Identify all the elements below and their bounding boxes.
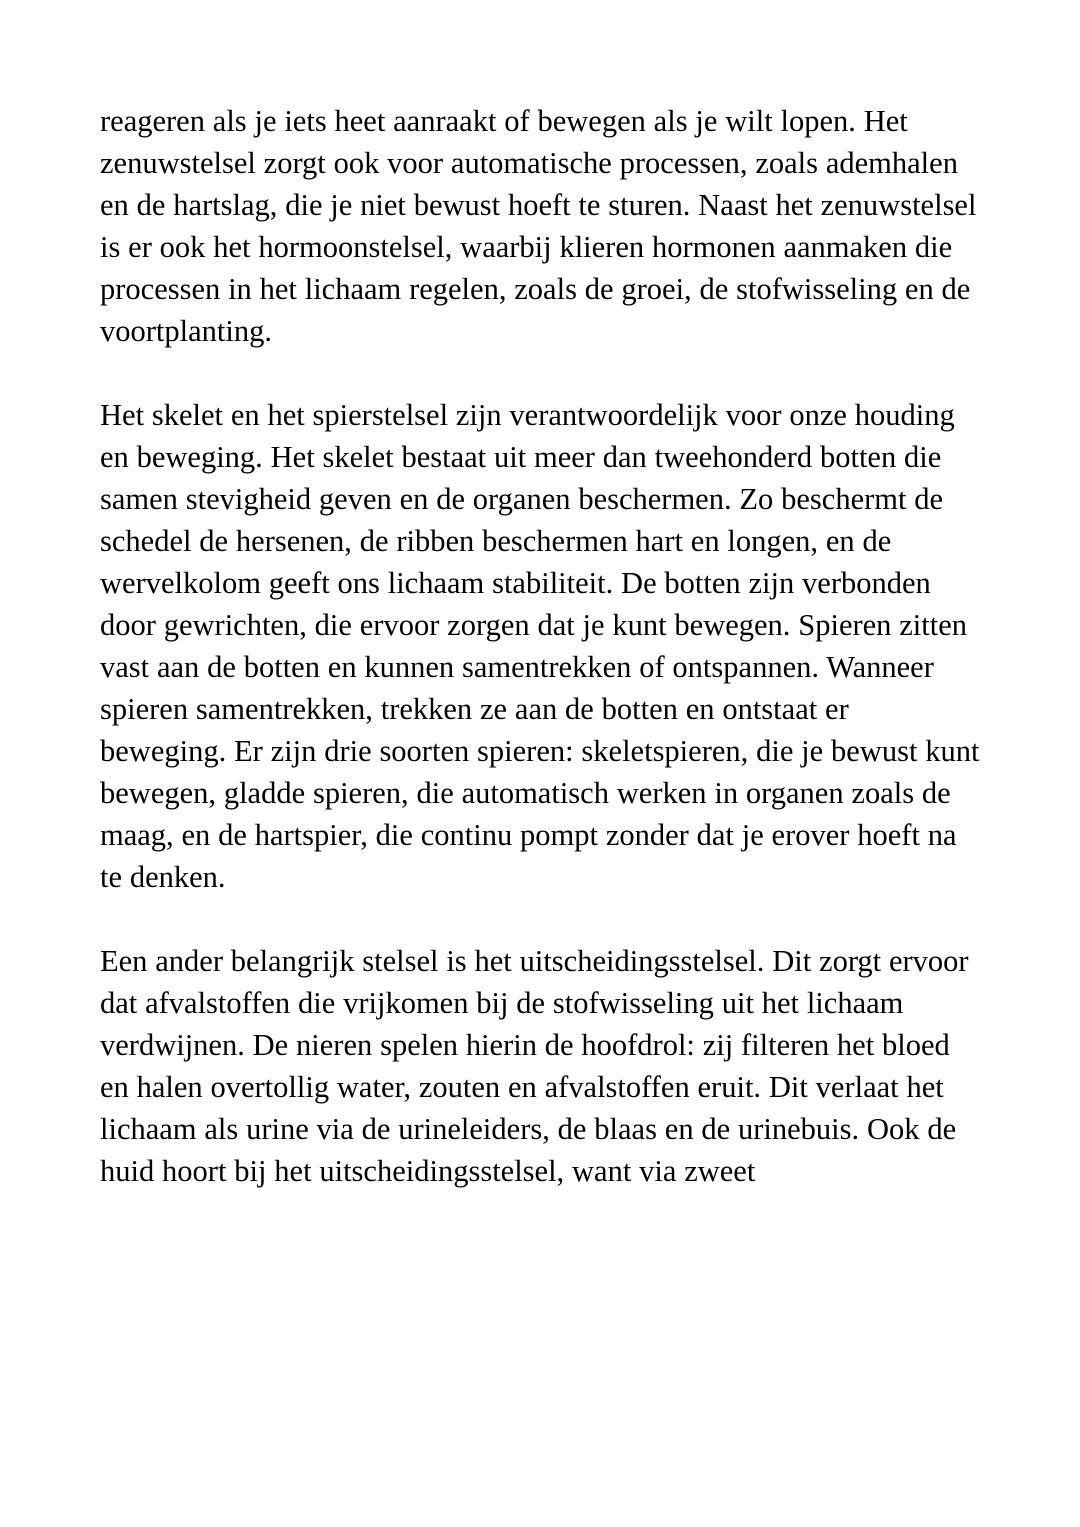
document-text-body xyxy=(100,100,980,1192)
paragraph-skeleton-muscles: Het skelet en het spierstelsel zijn verantwoordelijk voor onze houding en beweging. Het skelet bestaat uit meer dan tweehonderd botten die samen stevigheid geven en de organen beschermen. Zo beschermt de schedel de hersenen, de ribben beschermen hart en longen, en de wervelkolom geeft ons lichaam stabiliteit. De botten zijn verbonden door gewrichten, die ervoor zorgen dat je kunt bewegen. Spieren zitten vast aan de botten en kunnen samentrekken of ontspannen. Wanneer spieren samentrekken, trekken ze aan de botten en ontstaat er beweging. Er zijn drie soorten spieren: skeletspieren, die je bewust kunt bewegen, gladde spieren, die automatisch werken in organen zoals de maag, en de hartspier, die continu pompt zonder dat je erover hoeft na te denken. xyxy=(100,398,980,894)
paragraph-excretory-system: Een ander belangrijk stelsel is het uitscheidingsstelsel. Dit zorgt ervoor dat afvalstoffen die vrijkomen bij de stofwisseling uit het lichaam verdwijnen. De nieren spelen hierin de hoofdrol: zij filteren het bloed en halen overtollig water, zouten en afvalstoffen eruit. Dit verlaat het lichaam als urine via de urineleiders, de blaas en de urinebuis. Ook de huid hoort bij het uitscheidingsstelsel, want via zweet xyxy=(100,944,969,1188)
paragraph-nervous-hormone-system: reageren als je iets heet aanraakt of bewegen als je wilt lopen. Het zenuwstelsel zorgt ook voor automatische processen, zoals ademhalen en de hartslag, die je niet bewust hoeft te sturen. Naast het zenuwstelsel is er ook het hormoonstelsel, waarbij klieren hormonen aanmaken die processen in het lichaam regelen, zoals de groei, de stofwisseling en de voortplanting. xyxy=(100,104,977,348)
